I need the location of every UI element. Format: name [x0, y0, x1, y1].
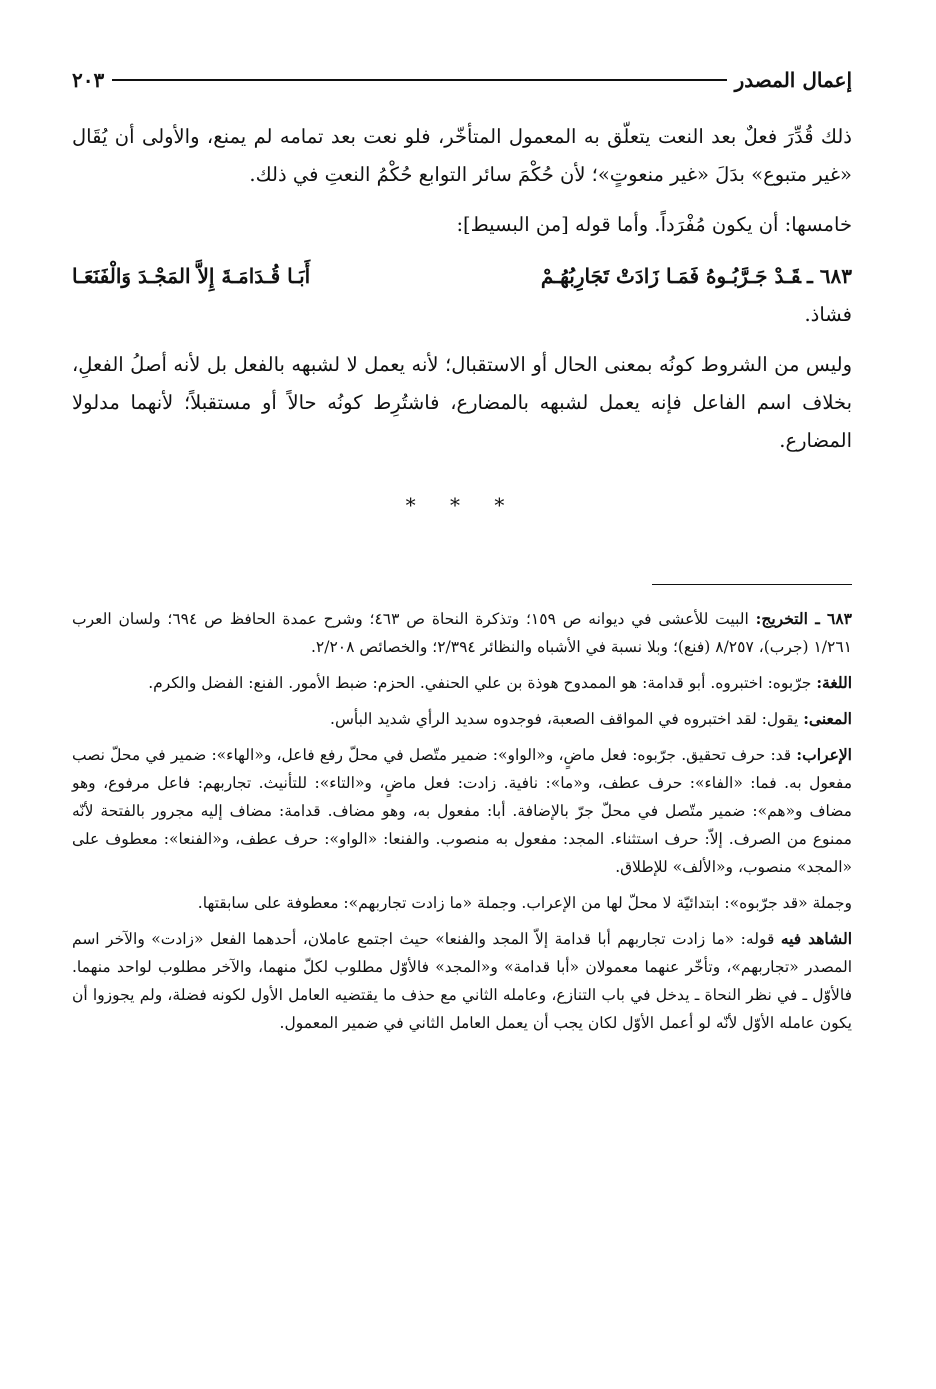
footnote-label: الإعراب:	[796, 745, 852, 764]
paragraph: وليس من الشروط كونُه بمعنى الحال أو الاستقبال؛ لأنه يعمل لا لشبهه بالفعل بل لأنه أصلُ الفعلِ، بخلاف اسم الفاعل فإنه يعمل لشبهه بالمضارع، فاشتُرِط كونُه حالاً أو مستقبلاً؛ لأنهما مدلولا المضارع.	[72, 353, 852, 452]
main-text	[72, 118, 852, 524]
footnote-lugha: اللغة: جرّبوه: اختبروه. أبو قدامة: هو الممدوح هوذة بن علي الحنفي. الحزم: ضبط الأمور. الفنع: الفضل والكرم.	[148, 673, 852, 692]
verse-number: ٦٨٣ ـ	[806, 264, 852, 288]
footnote-takhrij: ٦٨٣ ـ التخريج: البيت للأعشى في ديوانه ص ١٥٩؛ وتذكرة النحاة ص ٤٦٣؛ وشرح عمدة الحافظ ص ٦٩٤؛ ولسان العرب ١/٢٦١ (جرب)، ٨/٢٥٧ (فنع)؛ وبلا نسبة في الأشباه والنظائر ٢/٣٩٤؛ والخصائص ٢/٢٠٨.	[72, 609, 853, 656]
verse-second-hemistich: أَبَـا قُـدَامَـةَ إِلاَّ المَجْـدَ وَالْفَنَعَـا	[72, 264, 311, 288]
footnotes	[72, 605, 852, 1037]
poem-verse	[72, 256, 852, 296]
book-page	[72, 60, 852, 1045]
footnote-label: ٦٨٣ ـ التخريج:	[755, 609, 853, 628]
footnote-label: اللغة:	[816, 673, 852, 692]
chapter-title: إعمال المصدر	[734, 68, 852, 92]
header-rule	[112, 79, 726, 81]
footnote-jumla: وجملة «قد جرّبوه»: ابتدائيّة لا محلّ لها من الإعراب. وجملة «ما زادت تجاربهم»: معطوفة على سابقتها.	[197, 894, 852, 912]
verse-first-hemistich: ٦٨٣ ـقَـدْ جَـرَّبُـوهُ فَمَـا زَادَتْ تَجَارِبُهُـمْ	[540, 264, 852, 288]
paragraph: فشاذ.	[804, 303, 852, 326]
page-number: ٢٠٣	[72, 68, 105, 92]
footnote-irab: الإعراب: قد: حرف تحقيق. جرّبوه: فعل ماضٍ، و«الواو»: ضمير متّصل في محلّ رفع فاعل، و«الهاء»: ضمير في محلّ نصب مفعول به. فما: «الفاء»: حرف عطف، و«ما»: نافية. زادت: فعل ماضٍ، و«التاء»: للتأنيث. تجاربهم: فاعل مرفوع، وهو مضاف و«هم»: ضمير متّصل في محلّ جرّ بالإضافة. أبا: مفعول به، وهو مضاف. قدامة: مضاف إليه مجرور بالفتحة لأنّه ممنوع من الصرف. إلاّ: حرف استثناء. المجد: مفعول به منصوب. والفنعا: «الواو»: حرف عطف، و«الفنعا»: معطوف على «المجد» منصوب، و«الألف» للإطلاق.	[72, 745, 852, 876]
section-separator: * * *	[405, 493, 519, 517]
footnote-rule	[652, 584, 852, 585]
running-header	[72, 60, 852, 100]
paragraph: خامسها: أن يكون مُفْرَداً. وأما قوله [من البسيط]:	[456, 213, 852, 236]
footnote-label: الشاهد فيه	[780, 929, 853, 948]
footnote-label: المعنى:	[803, 709, 852, 728]
footnote-shahid: الشاهد فيه قوله: «ما زادت تجاربهم أبا قدامة إلاّ المجد والفنعا» حيث اجتمع عاملان، أحدهما الفعل «زادت» والآخر اسم المصدر «تجاربهم»، وتأخّر عنهما معمولان «أبا قدامة» و«المجد» فالأوّل مطلوب لكلّ منهما، والآخر مطلوب لواحد منهما. فالأوّل ـ في نظر النحاة ـ يدخل في باب التنازع، وعامله الثاني مع حذف ما يقتضيه العامل الأول لكونه فضلة، ولم يجوزوا أن يكون عامله الأوّل لأنّه لو أعمل الأوّل لكان يجب أن يعمل العامل الثاني في ضمير المعمول.	[72, 929, 853, 1032]
paragraph: ذلك قُدِّرَ فعلٌ بعد النعت يتعلّق به المعمول المتأخّر، فلو نعت بعد تمامه لم يمنع، والأولى أن يُقَال «غير متبوع» بدَلَ «غير منعوتٍ»؛ لأن حُكْمَ سائر التوابع حُكْمُ النعتِ في ذلك.	[72, 125, 852, 186]
footnote-maana: المعنى: يقول: لقد اختبروه في المواقف الصعبة، فوجدوه سديد الرأي شديد البأس.	[330, 709, 852, 728]
